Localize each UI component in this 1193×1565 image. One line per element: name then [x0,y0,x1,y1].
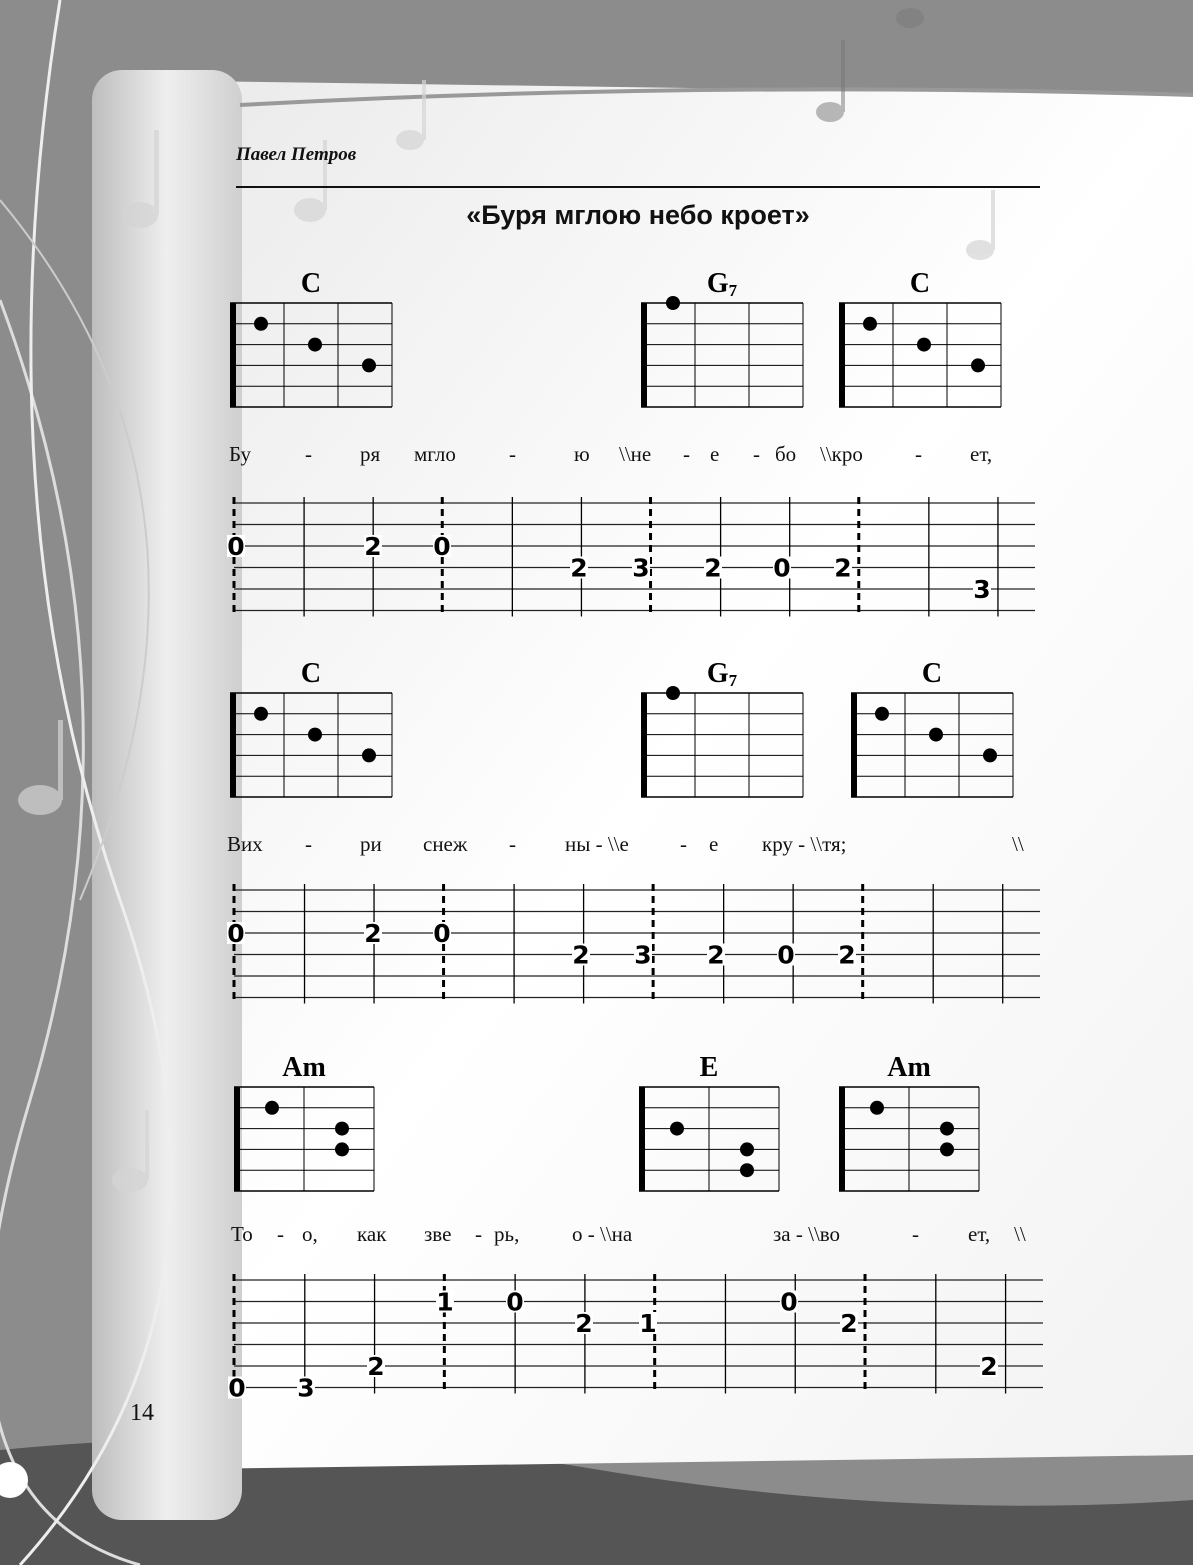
chord-diagram [637,683,815,807]
lyric-syllable: за - \\во [773,1222,841,1246]
lyric-syllable: е [709,832,719,856]
finger-dot [971,358,985,372]
chord-diagram [635,1077,791,1201]
finger-dot [362,358,376,372]
tab-fret-number: 2 [575,1309,593,1338]
finger-dot [940,1122,954,1136]
lyric-syllable: То [231,1222,253,1246]
lyric-syllable: как [357,1222,387,1246]
lyric-syllable: ет, [968,1222,991,1246]
chord-name: C [300,268,322,299]
lyric-syllable: - [915,442,922,466]
finger-dot [863,317,877,331]
finger-dot [740,1142,754,1156]
tab-fret-number: 2 [364,532,382,561]
finger-dot [983,748,997,762]
chord-diagram [226,293,404,417]
finger-dot [875,707,889,721]
lyric-syllable: Бу [229,442,252,466]
tablature-staff [224,882,1060,1031]
lyric-syllable: - [683,442,690,466]
finger-dot [254,317,268,331]
lyric-syllable: кру - \\тя; [762,832,847,856]
tab-fret-number: 1 [639,1309,657,1338]
page-number: 14 [130,1400,154,1426]
tab-fret-number: 0 [506,1287,524,1317]
chord-name: C [300,658,322,689]
tab-fret-number: 2 [570,553,588,583]
chord-diagram [835,1077,991,1201]
tab-fret-number: 0 [433,532,451,561]
finger-dot [308,338,322,352]
tab-fret-number: 3 [973,575,991,604]
lyric-syllable: - [753,442,760,466]
tab-fret-number: 3 [634,940,652,970]
lyric-syllable: - [305,442,312,466]
lyric-syllable: - [509,832,516,856]
author-name: Павел Петров [236,144,357,165]
lyric-syllable: о, [302,1222,318,1246]
lyric-syllable: \\не [619,442,652,466]
lyric-syllable: - [912,1222,919,1246]
finger-dot [870,1101,884,1115]
chord-diagram [226,683,404,807]
tablature-staff [224,1272,1063,1421]
lyric-syllable: ны - \\е [565,832,629,856]
tab-fret-number: 2 [707,940,725,970]
finger-dot [335,1122,349,1136]
tab-fret-number: 3 [632,553,650,583]
tab-fret-number: 0 [777,940,795,970]
finger-dot [254,707,268,721]
finger-dot [265,1101,279,1115]
lyric-syllable: о - \\на [572,1222,633,1246]
chord-diagram [835,293,1013,417]
finger-dot [940,1142,954,1156]
lyric-syllable: ря [360,442,381,466]
lyric-syllable: мгло [414,442,456,466]
lyric-syllable: ю [574,442,590,466]
lyric-syllable: снеж [423,832,468,856]
chord-name: Am [282,1052,326,1083]
finger-dot [362,748,376,762]
tab-fret-number: 0 [433,919,451,948]
tab-fret-number: 2 [572,940,590,970]
lyric-syllable: \\ [1012,832,1024,856]
chord-name: C [921,658,943,689]
chord-name: C [909,268,931,299]
tab-fret-number: 0 [227,532,245,561]
lyric-syllable: \\ [1014,1222,1026,1246]
tab-fret-number: 2 [834,553,852,583]
finger-dot [670,1122,684,1136]
finger-dot [666,296,680,310]
finger-dot [666,686,680,700]
chord-diagram [847,683,1025,807]
tab-fret-number: 0 [773,553,791,583]
lyric-syllable: ри [360,832,382,856]
lyric-syllable: Вих [227,832,263,856]
finger-dot [929,728,943,742]
lyric-syllable: - [305,832,312,856]
finger-dot [308,728,322,742]
lyric-syllable: ет, [970,442,993,466]
tab-fret-number: 0 [227,919,245,948]
finger-dot [335,1142,349,1156]
tab-fret-number: 2 [840,1309,858,1338]
tab-fret-number: 2 [838,940,856,970]
finger-dot [740,1163,754,1177]
lyric-syllable: бо [775,442,797,466]
chord-name: Am [887,1052,931,1083]
chord-name: $G_7$ [706,268,738,300]
lyric-syllable: - [509,442,516,466]
tab-fret-number: 2 [364,919,382,948]
chord-diagram [230,1077,386,1201]
lyric-syllable: е [710,442,720,466]
tab-fret-number: 1 [436,1287,454,1317]
tab-fret-number: 2 [704,553,722,583]
chord-name: E [699,1052,719,1083]
lyric-syllable: - [475,1222,482,1246]
tablature-staff [224,495,1055,644]
chord-name: $G_7$ [706,658,738,690]
chord-diagram [637,293,815,417]
song-title: «Буря мглою небо кроет» [466,200,810,230]
tab-fret-number: 3 [297,1373,315,1403]
lyric-syllable: \\кро [820,442,863,466]
tab-fret-number: 2 [367,1352,385,1381]
header-divider [236,186,1040,188]
tab-fret-number: 0 [780,1287,798,1317]
tab-fret-number: 2 [980,1352,998,1381]
tab-fret-number: 0 [228,1373,246,1403]
lyric-syllable: - [680,832,687,856]
finger-dot [917,338,931,352]
lyric-syllable: - [277,1222,284,1246]
lyric-syllable: зве [424,1222,452,1246]
lyric-syllable: рь, [494,1222,520,1246]
